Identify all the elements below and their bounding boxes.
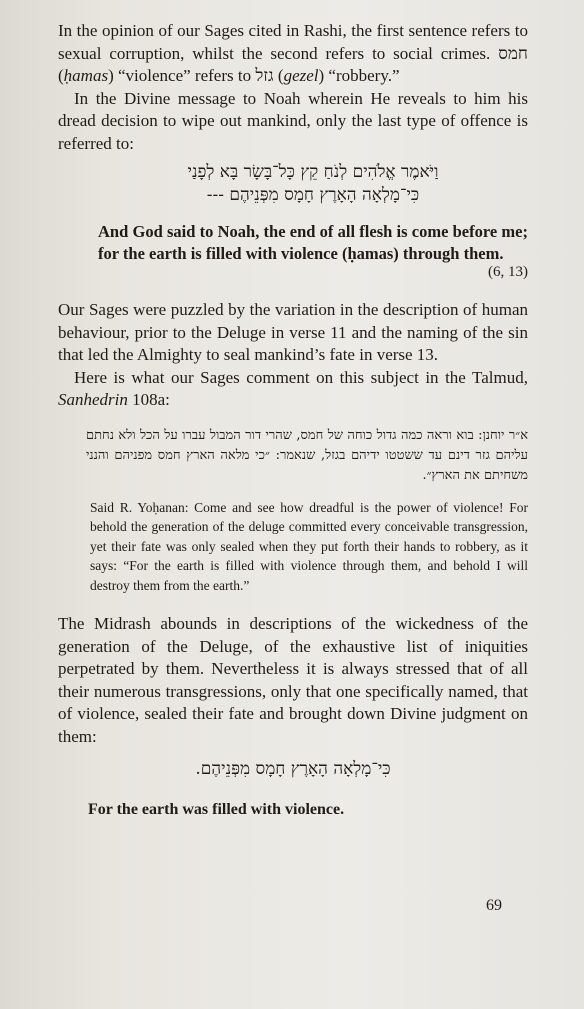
- paragraph-rashi: [58, 20, 528, 88]
- page-body: [58, 20, 528, 822]
- paragraph-divine-message: In the Divine message to Noah wherein He reveals to him his dread decision to wipe out mankind, only the last type of offence is referred to:: [58, 88, 528, 153]
- tractate-name: Sanhedrin: [58, 390, 128, 409]
- text: 108a:: [127, 390, 170, 409]
- hebrew-word-hamas: חמס: [498, 43, 528, 64]
- text: (: [58, 66, 64, 85]
- text: ) “robbery.”: [318, 66, 400, 85]
- talmud-english-quote: Said R. Yoḥanan: Come and see how dreadful is the power of violence! For behold the generation of the deluge committed every conceivable transgression, yet their fate was only sealed when they put forth their hands to robbery, as it says: “For the earth is filled with violence through them, and behold I will destroy them from the earth.”: [90, 499, 528, 593]
- hebrew-word-gezel: גזל: [255, 66, 274, 86]
- paragraph-sages-puzzled: Our Sages were puzzled by the variation in the description of human behaviour, prior to the Deluge in verse 11 and the naming of the sin that led the Almighty to seal mankind’s fate in verse 13.: [58, 300, 528, 364]
- paragraph-talmud-intro: [58, 367, 528, 412]
- hebrew-verse-line-2: כִּי־מָלְאָה הָאָרֶץ חָמָס מִפְּנֵיהֶם ---: [206, 185, 420, 205]
- text: Here is what our Sages comment on this subject in the Talmud,: [74, 367, 528, 387]
- page-number: 69: [486, 897, 502, 914]
- text: (: [273, 66, 284, 85]
- hebrew-verse-line-1: וַיֹּאמֶר אֱלֹהִים לְנֹחַ קֵץ כָּל־בָּשָׂר בָּא לְפָנַי: [187, 162, 439, 182]
- verse-translation: And God said to Noah, the end of all flesh is come before me; for the earth is filled with violence (ḥamas) through them.: [98, 222, 528, 263]
- closing-translation: For the earth was filled with violence.: [88, 801, 345, 818]
- paragraph-midrash: The Midrash abounds in descriptions of the wickedness of the generation of the Deluge, of the exhaustive list of iniquities perpetrated by them. Nevertheless it is always stressed that of all their numerous transgressions, only that one specifically named, that of violence, sealed their fate and brought down Divine judgment on them:: [58, 614, 528, 746]
- transliteration-hamas: ḥamas: [63, 66, 109, 85]
- transliteration-gezel: gezel: [283, 66, 319, 85]
- text: ) “violence” refers to: [108, 66, 256, 85]
- verse-reference: (6, 13): [488, 264, 528, 280]
- talmud-hebrew-quote: א״ר יוחנן: בוא וראה כמה גדול כוחה של חמס, שהרי דור המבול עברו על הכל ולא נחתם עליהם גזר דינם עד ששטטו ידיהם בגזל, שנאמר: ״כי מלאה הארץ חמס מפניהם והנני משחיתם את הארץ״.: [86, 427, 528, 483]
- text: In the opinion of our Sages cited in Rashi, the first sentence refers to sexual corruption, whilst the second refers to social crimes.: [58, 21, 528, 63]
- hebrew-verse-2: כִּי־מָלְאָה הָאָרֶץ חָמָס מִפְּנֵיהֶם.: [195, 759, 391, 779]
